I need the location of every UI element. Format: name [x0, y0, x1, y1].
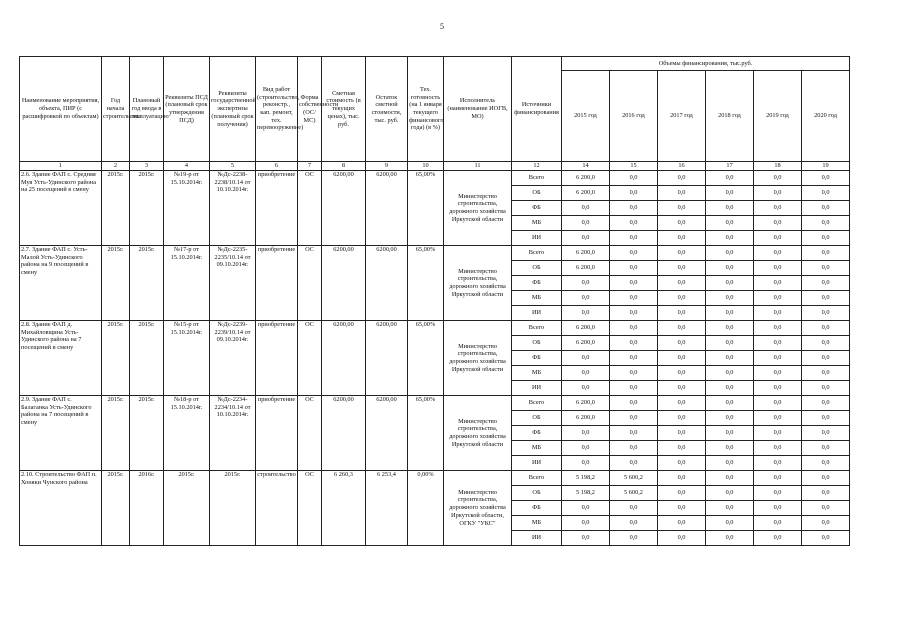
funding-value: 0,0 — [754, 246, 802, 261]
funding-value: 5 198,2 — [562, 486, 610, 501]
object-name: 2.8. Здание ФАП д. Михайловщина Усть-Удинского района на 7 посещений в смену — [20, 321, 102, 396]
financing-table — [19, 56, 850, 546]
funding-source: Всего — [512, 396, 562, 411]
funding-source: ОБ — [512, 336, 562, 351]
funding-value: 0,0 — [610, 171, 658, 186]
header-year: 2019 год — [754, 71, 802, 162]
funding-value: 0,0 — [562, 456, 610, 471]
column-number: 11 — [444, 162, 512, 171]
estimate-value: 6200,00 — [322, 171, 366, 246]
funding-value: 0,0 — [802, 336, 850, 351]
funding-value: 0,0 — [754, 531, 802, 546]
executor: Министерство строительства, дорожного хозяйства Иркутской области, ОГКУ "УКС" — [444, 471, 512, 546]
readiness-value: 0,00% — [408, 471, 444, 546]
funding-value: 0,0 — [610, 201, 658, 216]
object-name: 2.9. Здание ФАП с. Балаганка Усть-Удинского района на 7 посещений в смену — [20, 396, 102, 471]
funding-source: ОБ — [512, 261, 562, 276]
funding-value: 0,0 — [610, 351, 658, 366]
column-number: 17 — [706, 162, 754, 171]
header-year: 2020 год — [802, 71, 850, 162]
funding-value: 0,0 — [802, 396, 850, 411]
readiness-value: 65,00% — [408, 171, 444, 246]
funding-value: 0,0 — [706, 336, 754, 351]
funding-value: 0,0 — [610, 246, 658, 261]
funding-value: 0,0 — [706, 471, 754, 486]
expertise-details: 2015г. — [210, 471, 256, 546]
estimate-value: 6200,00 — [322, 396, 366, 471]
funding-value: 0,0 — [610, 321, 658, 336]
funding-value: 0,0 — [562, 381, 610, 396]
commission-year: 2015г. — [130, 171, 164, 246]
funding-value: 0,0 — [802, 441, 850, 456]
header-work-type: Вид работ (строительство, реконстр., кап. ремонт, тех. перевооружение) — [256, 57, 298, 162]
work-type: приобретение — [256, 321, 298, 396]
funding-value: 0,0 — [610, 291, 658, 306]
funding-value: 0,0 — [658, 231, 706, 246]
funding-value: 0,0 — [658, 216, 706, 231]
header-year: 2018 год — [706, 71, 754, 162]
executor: Министерство строительства, дорожного хозяйства Иркутской области — [444, 171, 512, 246]
funding-value: 0,0 — [610, 306, 658, 321]
funding-value: 0,0 — [610, 396, 658, 411]
column-number: 3 — [130, 162, 164, 171]
funding-value: 6 200,0 — [562, 336, 610, 351]
funding-value: 0,0 — [658, 516, 706, 531]
funding-value: 0,0 — [754, 351, 802, 366]
funding-value: 0,0 — [802, 321, 850, 336]
funding-value: 0,0 — [754, 456, 802, 471]
funding-value: 6 200,0 — [562, 321, 610, 336]
remaining-value: 6200,00 — [366, 246, 408, 321]
funding-value: 0,0 — [562, 276, 610, 291]
funding-value: 0,0 — [754, 231, 802, 246]
funding-value: 0,0 — [610, 186, 658, 201]
funding-value: 0,0 — [658, 246, 706, 261]
column-number: 16 — [658, 162, 706, 171]
funding-value: 0,0 — [802, 291, 850, 306]
funding-value: 0,0 — [802, 381, 850, 396]
funding-value: 6 200,0 — [562, 246, 610, 261]
funding-value: 0,0 — [562, 216, 610, 231]
funding-value: 0,0 — [802, 186, 850, 201]
funding-value: 0,0 — [610, 381, 658, 396]
funding-value: 0,0 — [802, 276, 850, 291]
funding-value: 0,0 — [658, 201, 706, 216]
funding-source: ИИ — [512, 306, 562, 321]
psd-details: №17-р от 15.10.2014г. — [164, 246, 210, 321]
funding-value: 6 200,0 — [562, 171, 610, 186]
funding-value: 0,0 — [610, 366, 658, 381]
funding-value: 0,0 — [802, 261, 850, 276]
header-expertise: Реквизиты государственной экспертизы (плановый срок получения) — [210, 57, 256, 162]
readiness-value: 65,00% — [408, 246, 444, 321]
estimate-value: 6200,00 — [322, 321, 366, 396]
funding-value: 0,0 — [706, 441, 754, 456]
funding-value: 0,0 — [658, 276, 706, 291]
commission-year: 2015г. — [130, 396, 164, 471]
funding-value: 0,0 — [802, 171, 850, 186]
funding-source: ИИ — [512, 381, 562, 396]
table-row — [20, 321, 850, 336]
page-number: 5 — [440, 22, 444, 31]
funding-source: ИИ — [512, 531, 562, 546]
funding-value: 0,0 — [754, 321, 802, 336]
funding-value: 6 200,0 — [562, 396, 610, 411]
funding-value: 0,0 — [706, 186, 754, 201]
funding-source: ОБ — [512, 186, 562, 201]
funding-value: 0,0 — [706, 306, 754, 321]
funding-value: 0,0 — [754, 441, 802, 456]
expertise-details: №Дс-2234-2234/10.14 от 10.10.2014г. — [210, 396, 256, 471]
remaining-value: 6200,00 — [366, 321, 408, 396]
commission-year: 2015г. — [130, 321, 164, 396]
funding-value: 0,0 — [706, 426, 754, 441]
funding-value: 0,0 — [658, 351, 706, 366]
table-row — [20, 471, 850, 486]
funding-value: 0,0 — [658, 396, 706, 411]
funding-value: 0,0 — [658, 501, 706, 516]
funding-value: 0,0 — [802, 306, 850, 321]
funding-value: 0,0 — [754, 261, 802, 276]
psd-details: №15-р от 15.10.2014г. — [164, 321, 210, 396]
funding-value: 0,0 — [754, 186, 802, 201]
funding-value: 0,0 — [706, 351, 754, 366]
header-funding-group: Объемы финансирования, тыс.руб. — [562, 57, 850, 71]
funding-value: 5 198,2 — [562, 471, 610, 486]
ownership: ОС — [298, 321, 322, 396]
column-number: 2 — [102, 162, 130, 171]
funding-value: 0,0 — [658, 306, 706, 321]
funding-value: 0,0 — [658, 366, 706, 381]
funding-value: 0,0 — [754, 426, 802, 441]
readiness-value: 65,00% — [408, 321, 444, 396]
funding-value: 0,0 — [562, 531, 610, 546]
funding-value: 0,0 — [706, 231, 754, 246]
funding-value: 0,0 — [706, 246, 754, 261]
funding-value: 0,0 — [754, 276, 802, 291]
funding-value: 0,0 — [706, 456, 754, 471]
funding-value: 0,0 — [706, 396, 754, 411]
header-commission-year: Плановый год ввода в эксплуатацию — [130, 57, 164, 162]
start-year: 2015г. — [102, 321, 130, 396]
psd-details: 2015г. — [164, 471, 210, 546]
estimate-value: 6 260,3 — [322, 471, 366, 546]
column-number: 6 — [256, 162, 298, 171]
column-number: 4 — [164, 162, 210, 171]
funding-value: 0,0 — [610, 231, 658, 246]
funding-value: 0,0 — [658, 426, 706, 441]
commission-year: 2016г. — [130, 471, 164, 546]
funding-value: 0,0 — [754, 516, 802, 531]
column-number: 5 — [210, 162, 256, 171]
funding-value: 0,0 — [754, 291, 802, 306]
funding-value: 0,0 — [706, 171, 754, 186]
header-year: 2015 год — [562, 71, 610, 162]
funding-value: 0,0 — [802, 486, 850, 501]
funding-value: 0,0 — [706, 321, 754, 336]
work-type: приобретение — [256, 246, 298, 321]
funding-value: 0,0 — [802, 366, 850, 381]
table-row — [20, 396, 850, 411]
funding-value: 0,0 — [562, 231, 610, 246]
ownership: ОС — [298, 246, 322, 321]
funding-value: 0,0 — [610, 411, 658, 426]
header-source: Источники финансирования — [512, 57, 562, 162]
column-number: 8 — [322, 162, 366, 171]
funding-value: 0,0 — [562, 501, 610, 516]
work-type: строительство — [256, 471, 298, 546]
funding-value: 0,0 — [706, 531, 754, 546]
executor: Министерство строительства, дорожного хозяйства Иркутской области — [444, 321, 512, 396]
funding-value: 0,0 — [802, 411, 850, 426]
funding-value: 0,0 — [754, 306, 802, 321]
funding-value: 0,0 — [802, 516, 850, 531]
funding-source: ФБ — [512, 276, 562, 291]
funding-value: 0,0 — [610, 216, 658, 231]
ownership: ОС — [298, 471, 322, 546]
remaining-value: 6200,00 — [366, 396, 408, 471]
executor: Министерство строительства, дорожного хозяйства Иркутской области — [444, 246, 512, 321]
funding-value: 0,0 — [706, 501, 754, 516]
funding-value: 0,0 — [754, 336, 802, 351]
column-number: 12 — [512, 162, 562, 171]
work-type: приобретение — [256, 396, 298, 471]
funding-value: 0,0 — [610, 441, 658, 456]
funding-value: 0,0 — [706, 216, 754, 231]
funding-value: 0,0 — [754, 171, 802, 186]
funding-source: Всего — [512, 471, 562, 486]
header-readiness: Тех. готовность (на 1 января текущего финансового года) (в %) — [408, 57, 444, 162]
funding-value: 6 200,0 — [562, 186, 610, 201]
funding-value: 0,0 — [658, 441, 706, 456]
funding-value: 0,0 — [754, 201, 802, 216]
funding-value: 0,0 — [802, 216, 850, 231]
funding-source: МБ — [512, 216, 562, 231]
funding-value: 0,0 — [658, 261, 706, 276]
funding-source: МБ — [512, 291, 562, 306]
funding-value: 0,0 — [610, 501, 658, 516]
funding-source: МБ — [512, 366, 562, 381]
funding-value: 0,0 — [610, 531, 658, 546]
executor: Министерство строительства, дорожного хозяйства Иркутской области — [444, 396, 512, 471]
funding-source: Всего — [512, 171, 562, 186]
funding-value: 0,0 — [706, 381, 754, 396]
funding-value: 0,0 — [658, 291, 706, 306]
funding-value: 0,0 — [802, 456, 850, 471]
funding-value: 0,0 — [706, 276, 754, 291]
funding-value: 0,0 — [562, 291, 610, 306]
funding-value: 0,0 — [706, 516, 754, 531]
psd-details: №18-р от 15.10.2014г. — [164, 396, 210, 471]
commission-year: 2015г. — [130, 246, 164, 321]
funding-value: 0,0 — [802, 246, 850, 261]
funding-value: 0,0 — [562, 351, 610, 366]
column-number: 18 — [754, 162, 802, 171]
funding-source: ФБ — [512, 201, 562, 216]
funding-value: 0,0 — [706, 261, 754, 276]
column-number: 14 — [562, 162, 610, 171]
funding-value: 6 200,0 — [562, 411, 610, 426]
header-psd: Реквизиты ПСД (плановый срок утверждения ПСД) — [164, 57, 210, 162]
funding-value: 0,0 — [562, 366, 610, 381]
column-number: 1 — [20, 162, 102, 171]
funding-value: 5 600,2 — [610, 486, 658, 501]
ownership: ОС — [298, 396, 322, 471]
funding-value: 0,0 — [658, 186, 706, 201]
funding-source: ФБ — [512, 501, 562, 516]
funding-value: 0,0 — [610, 426, 658, 441]
readiness-value: 65,00% — [408, 396, 444, 471]
ownership: ОС — [298, 171, 322, 246]
column-number: 10 — [408, 162, 444, 171]
funding-value: 5 600,2 — [610, 471, 658, 486]
funding-value: 0,0 — [658, 486, 706, 501]
funding-value: 0,0 — [562, 201, 610, 216]
funding-value: 0,0 — [562, 306, 610, 321]
funding-value: 0,0 — [562, 426, 610, 441]
funding-value: 0,0 — [706, 411, 754, 426]
start-year: 2015г. — [102, 171, 130, 246]
funding-value: 0,0 — [658, 321, 706, 336]
header-start-year: Год начала строительства — [102, 57, 130, 162]
funding-value: 0,0 — [802, 471, 850, 486]
expertise-details: №Дс-2238-2238/10.14 от 10.10.2014г. — [210, 171, 256, 246]
funding-value: 0,0 — [706, 486, 754, 501]
funding-value: 0,0 — [754, 501, 802, 516]
funding-value: 0,0 — [802, 501, 850, 516]
funding-value: 0,0 — [658, 381, 706, 396]
funding-value: 0,0 — [802, 426, 850, 441]
funding-value: 0,0 — [754, 366, 802, 381]
start-year: 2015г. — [102, 471, 130, 546]
funding-source: Всего — [512, 246, 562, 261]
funding-value: 0,0 — [658, 411, 706, 426]
psd-details: №19-р от 15.10.2014г. — [164, 171, 210, 246]
funding-value: 0,0 — [706, 201, 754, 216]
funding-source: ФБ — [512, 351, 562, 366]
funding-source: МБ — [512, 441, 562, 456]
funding-value: 0,0 — [658, 456, 706, 471]
funding-source: МБ — [512, 516, 562, 531]
header-estimate: Сметная стоимость (в текущих ценах), тыс. руб. — [322, 57, 366, 162]
start-year: 2015г. — [102, 396, 130, 471]
start-year: 2015г. — [102, 246, 130, 321]
funding-value: 0,0 — [754, 411, 802, 426]
funding-source: Всего — [512, 321, 562, 336]
funding-value: 0,0 — [802, 351, 850, 366]
header-year: 2017 год — [658, 71, 706, 162]
header-ownership: Форма собственности (ОС/МС) — [298, 57, 322, 162]
funding-value: 0,0 — [802, 531, 850, 546]
column-number: 7 — [298, 162, 322, 171]
funding-value: 0,0 — [754, 486, 802, 501]
funding-value: 0,0 — [754, 396, 802, 411]
header-executor: Исполнитель (наименование ИОГВ, МО) — [444, 57, 512, 162]
funding-source: ИИ — [512, 231, 562, 246]
header-year: 2016 год — [610, 71, 658, 162]
header-remaining: Остаток сметной стоимости, тыс. руб. — [366, 57, 408, 162]
table-row — [20, 246, 850, 261]
funding-value: 0,0 — [658, 336, 706, 351]
funding-value: 0,0 — [610, 276, 658, 291]
funding-value: 0,0 — [802, 231, 850, 246]
object-name: 2.10. Строительство ФАП п. Хоняки Чунского района — [20, 471, 102, 546]
funding-value: 0,0 — [610, 261, 658, 276]
funding-value: 0,0 — [562, 441, 610, 456]
funding-value: 0,0 — [610, 456, 658, 471]
remaining-value: 6 253,4 — [366, 471, 408, 546]
funding-source: ФБ — [512, 426, 562, 441]
funding-value: 0,0 — [706, 291, 754, 306]
funding-value: 6 200,0 — [562, 261, 610, 276]
table-row — [20, 171, 850, 186]
funding-value: 0,0 — [658, 531, 706, 546]
estimate-value: 6200,00 — [322, 246, 366, 321]
funding-value: 0,0 — [802, 201, 850, 216]
column-number: 19 — [802, 162, 850, 171]
object-name: 2.7. Здание ФАП с. Усть-Малой Усть-Удинского района на 9 посещений в смену — [20, 246, 102, 321]
funding-value: 0,0 — [706, 366, 754, 381]
funding-source: ОБ — [512, 486, 562, 501]
column-number: 15 — [610, 162, 658, 171]
funding-value: 0,0 — [562, 516, 610, 531]
funding-value: 0,0 — [658, 171, 706, 186]
funding-value: 0,0 — [610, 516, 658, 531]
remaining-value: 6200,00 — [366, 171, 408, 246]
funding-source: ИИ — [512, 456, 562, 471]
funding-value: 0,0 — [754, 471, 802, 486]
funding-value: 0,0 — [658, 471, 706, 486]
column-number-row — [20, 162, 850, 171]
object-name: 2.6. Здание ФАП с. Средняя Муя Усть-Удинского района на 25 посещений в смену — [20, 171, 102, 246]
expertise-details: №Дс-2235-2235/10.14 от 09.10.2014г. — [210, 246, 256, 321]
funding-value: 0,0 — [754, 381, 802, 396]
header-name: Наименование мероприятия, объекта, ПИР (с расшифровкой по объектам) — [20, 57, 102, 162]
funding-value: 0,0 — [754, 216, 802, 231]
work-type: приобретение — [256, 171, 298, 246]
column-number: 9 — [366, 162, 408, 171]
expertise-details: №Дс-2239-2239/10.14 от 09.10.2014г. — [210, 321, 256, 396]
funding-source: ОБ — [512, 411, 562, 426]
funding-value: 0,0 — [610, 336, 658, 351]
